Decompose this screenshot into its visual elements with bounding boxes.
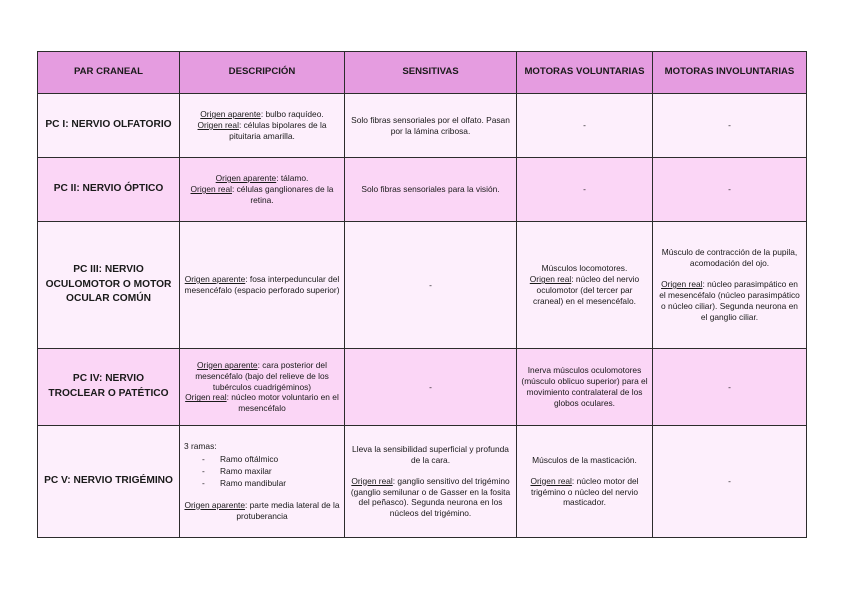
table-row: [38, 94, 807, 158]
origin-real-label: Origen real: [529, 274, 572, 285]
origin-real-label: Origen real: [185, 392, 227, 403]
branches-intro: 3 ramas:: [184, 441, 217, 452]
origin-apparent-label: Origen aparente: [184, 499, 245, 510]
header-motoras-voluntarias: MOTORAS VOLUNTARIAS: [517, 52, 653, 94]
involuntary-motor-cell: -: [653, 426, 807, 538]
origin-apparent-label: Origen aparente: [184, 274, 246, 285]
description-cell: [180, 94, 345, 158]
involuntary-motor-cell: -: [653, 158, 807, 222]
voluntary-motor-cell: [517, 426, 653, 538]
origin-real-text: : células ganglionares de la retina.: [231, 184, 334, 205]
voluntary-motor-cell: Inerva músculos oculomotores (músculo oblicuo superior) para el movimiento contralateral de los globos oculares.: [517, 349, 653, 426]
table-row: [38, 222, 807, 349]
header-descripcion: DESCRIPCIÓN: [180, 52, 345, 94]
header-row: [38, 52, 807, 94]
voluntary-motor-cell: [517, 222, 653, 349]
voluntary-motor-cell: -: [517, 158, 653, 222]
branch-item: - Ramo oftálmico: [202, 454, 279, 465]
origin-apparent-label: Origen aparente: [197, 359, 258, 370]
voluntary-motor-intro: Músculos de la masticación.: [532, 454, 637, 465]
origin-real-text: : núcleo motor del trigémino o núcleo del nervio masticador.: [530, 475, 639, 508]
origin-real-text: : núcleo motor voluntario en el mesencéfalo: [226, 392, 339, 414]
origin-real-label: Origen real: [530, 475, 572, 486]
involuntary-motor-cell: [653, 222, 807, 349]
nerve-name: PC II: NERVIO ÓPTICO: [38, 158, 180, 222]
nerve-name: PC III: NERVIO OCULOMOTOR O MOTOR OCULAR COMÚN: [38, 222, 180, 349]
description-cell: [180, 158, 345, 222]
description-cell: [180, 426, 345, 538]
sensory-cell: Solo fibras sensoriales para la visión.: [345, 158, 517, 222]
header-motoras-involuntarias: MOTORAS INVOLUNTARIAS: [653, 52, 807, 94]
involuntary-motor-intro: Músculo de contracción de la pupila, acomodación del ojo.: [661, 247, 798, 269]
table-row: [38, 426, 807, 538]
origin-apparent-text: : tálamo.: [276, 173, 309, 184]
voluntary-motor-cell: -: [517, 94, 653, 158]
voluntary-motor-intro: Músculos locomotores.: [541, 263, 628, 274]
involuntary-motor-cell: -: [653, 349, 807, 426]
description-cell: [180, 222, 345, 349]
origin-apparent-text: : bulbo raquídeo.: [260, 109, 324, 120]
nerve-name: PC IV: NERVIO TROCLEAR O PATÉTICO: [38, 349, 180, 426]
branches-list: [202, 454, 340, 489]
origin-apparent-label: Origen aparente: [215, 173, 277, 184]
origin-real-text: : núcleo del nervio oculomotor (del tercer par craneal) en el mesencéfalo.: [533, 274, 640, 306]
origin-real-label: Origen real: [351, 475, 393, 486]
origin-real-label: Origen real: [197, 120, 239, 131]
header-sensitivas: SENSITIVAS: [345, 52, 517, 94]
nerve-name: PC I: NERVIO OLFATORIO: [38, 94, 180, 158]
origin-real-label: Origen real: [190, 184, 232, 195]
sensory-cell: Solo fibras sensoriales por el olfato. Pasan por la lámina cribosa.: [345, 94, 517, 158]
origin-apparent-text: : parte media lateral de la protuberancia: [236, 499, 340, 521]
table-row: [38, 158, 807, 222]
sensory-cell: -: [345, 222, 517, 349]
description-cell: [180, 349, 345, 426]
branch-item: - Ramo maxilar: [202, 466, 272, 477]
origin-apparent-text: : fosa interpeduncular del mesencéfalo (espacio perforado superior): [184, 274, 340, 295]
header-par-craneal: PAR CRANEAL: [38, 52, 180, 94]
table-row: [38, 349, 807, 426]
origin-real-text: : células bipolares de la pituitaria amarilla.: [229, 120, 327, 141]
involuntary-motor-cell: -: [653, 94, 807, 158]
origin-real-text: : núcleo parasimpático en el mesencéfalo (núcleo parasimpático o núcleo ciliar). Segunda neurona en el ganglio ciliar.: [659, 279, 800, 322]
nerve-name: PC V: NERVIO TRIGÉMINO: [38, 426, 180, 538]
origin-apparent-text: : cara posterior del mesencéfalo (bajo del relieve de los tubérculos cuadrigéminos): [195, 359, 329, 392]
origin-real-text: : ganglio sensitivo del trigémino (ganglio semilunar o de Gasser en la fosita del peñasco). Segunda neurona en los núcleos del trigémino.: [350, 475, 511, 519]
sensory-cell: -: [345, 349, 517, 426]
sensory-intro: Lleva la sensibilidad superficial y profunda de la cara.: [352, 443, 509, 465]
origin-real-label: Origen real: [661, 279, 703, 290]
branch-item: - Ramo mandibular: [202, 477, 287, 488]
origin-apparent-label: Origen aparente: [200, 109, 261, 120]
cranial-nerves-table: [37, 51, 807, 538]
sensory-cell: [345, 426, 517, 538]
